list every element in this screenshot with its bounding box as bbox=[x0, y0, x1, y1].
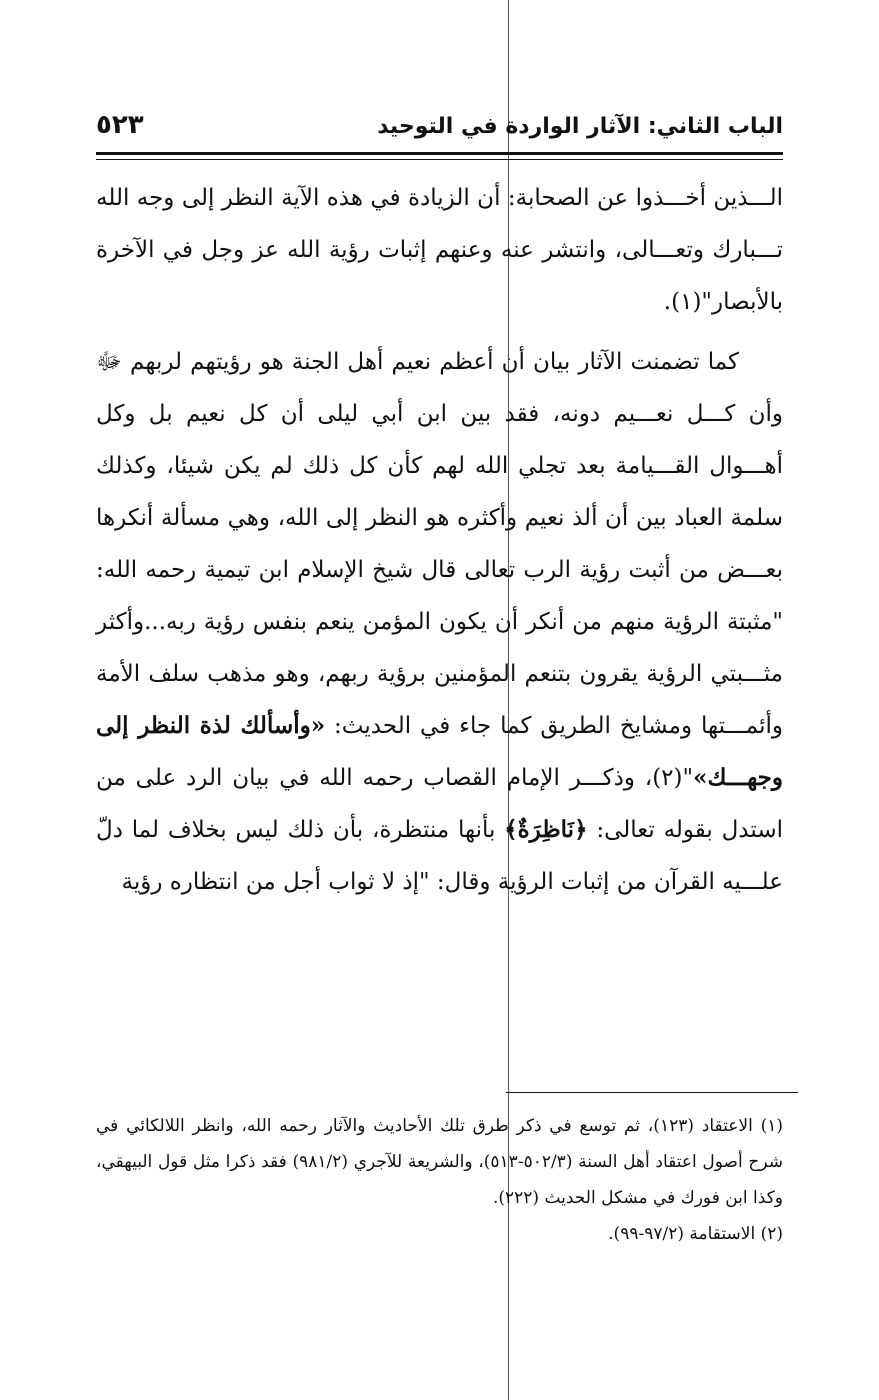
body-text bbox=[96, 172, 783, 908]
paragraph-2-part-c: بأنها منتظرة، بأن ذلك ليس بخلاف لما دلّ علـــيه القرآن من إثبات الرؤية وقال: "إذ لا ثواب أجل من انتظاره رؤية bbox=[96, 817, 783, 895]
footnote-1: (١) الاعتقاد (١٢٣)، ثم توسع في ذكر طرق تلك الأحاديث والآثار رحمه الله، وانظر اللالكائي في شرح أصول اعتقاد أهل السنة (٥٠٢/٣-٥١٣)، والشريعة للآجري (٩٨١/٢) فقد ذكرا مثل قول البيهقي، وكذا ابن فورك في مشكل الحديث (٢٢٢). bbox=[96, 1116, 784, 1208]
running-title: الباب الثاني: الآثار الواردة في التوحيد bbox=[377, 114, 783, 139]
paragraph-2-part-a: كما تضمنت الآثار بيان أن أعظم نعيم أهل الجنة هو رؤيتهم لربهم ﷻ وأن كـــل نعـــيم دونه، فقد بين ابن أبي ليلى أن كل نعيم بل وكل أهـــوال القـــيامة بعد تجلي الله لهم كأن كل ذلك لم يكن شيئا، وكذلك سلمة العباد بين أن ألذ نعيم وأكثره هو النظر إلى الله، وهي مسألة أنكرها بعـــض من أثبت رؤية الرب تعالى قال شيخ الإسلام ابن تيمية رحمه الله: "مثبتة الرؤية منهم من أنكر أن يكون المؤمن ينعم بنفس رؤية ربه...وأكثر مثـــبتي الرؤية يقرون بتنعم المؤمنين برؤية ربهم، وهو مذهب سلف الأمة وأئمـــتها ومشايخ الطريق كما جاء في الحديث: bbox=[96, 349, 783, 739]
page-header bbox=[96, 110, 783, 150]
footnote-2: (٢) الاستقامة (٩٧/٢-٩٩). bbox=[608, 1224, 783, 1244]
header-rule-thin bbox=[96, 159, 783, 160]
footnotes bbox=[96, 1108, 783, 1252]
paragraph-2 bbox=[96, 336, 783, 908]
paragraph-1: الـــذين أخـــذوا عن الصحابة: أن الزيادة في هذه الآية النظر إلى وجه الله تـــبارك وتعـــالى، وانتشر عنه وعنهم إثبات رؤية الله عز وجل في الآخرة بالأبصار"(١). bbox=[96, 185, 783, 315]
footnote-separator bbox=[506, 1092, 798, 1093]
paragraph-2-part-b: "(٢)، وذكـــر الإمام القصاب رحمه الله في بيان الرد على من استدل بقوله تعالى: bbox=[96, 765, 783, 843]
quran-verse: ﴿نَاظِرَةٌ﴾ bbox=[504, 816, 588, 843]
page-number: ٥٢٣ bbox=[96, 110, 144, 140]
hadith-quote: «وأسألك لذة النظر إلى وجهـــك» bbox=[96, 712, 783, 791]
header-rule-thick bbox=[96, 152, 783, 155]
